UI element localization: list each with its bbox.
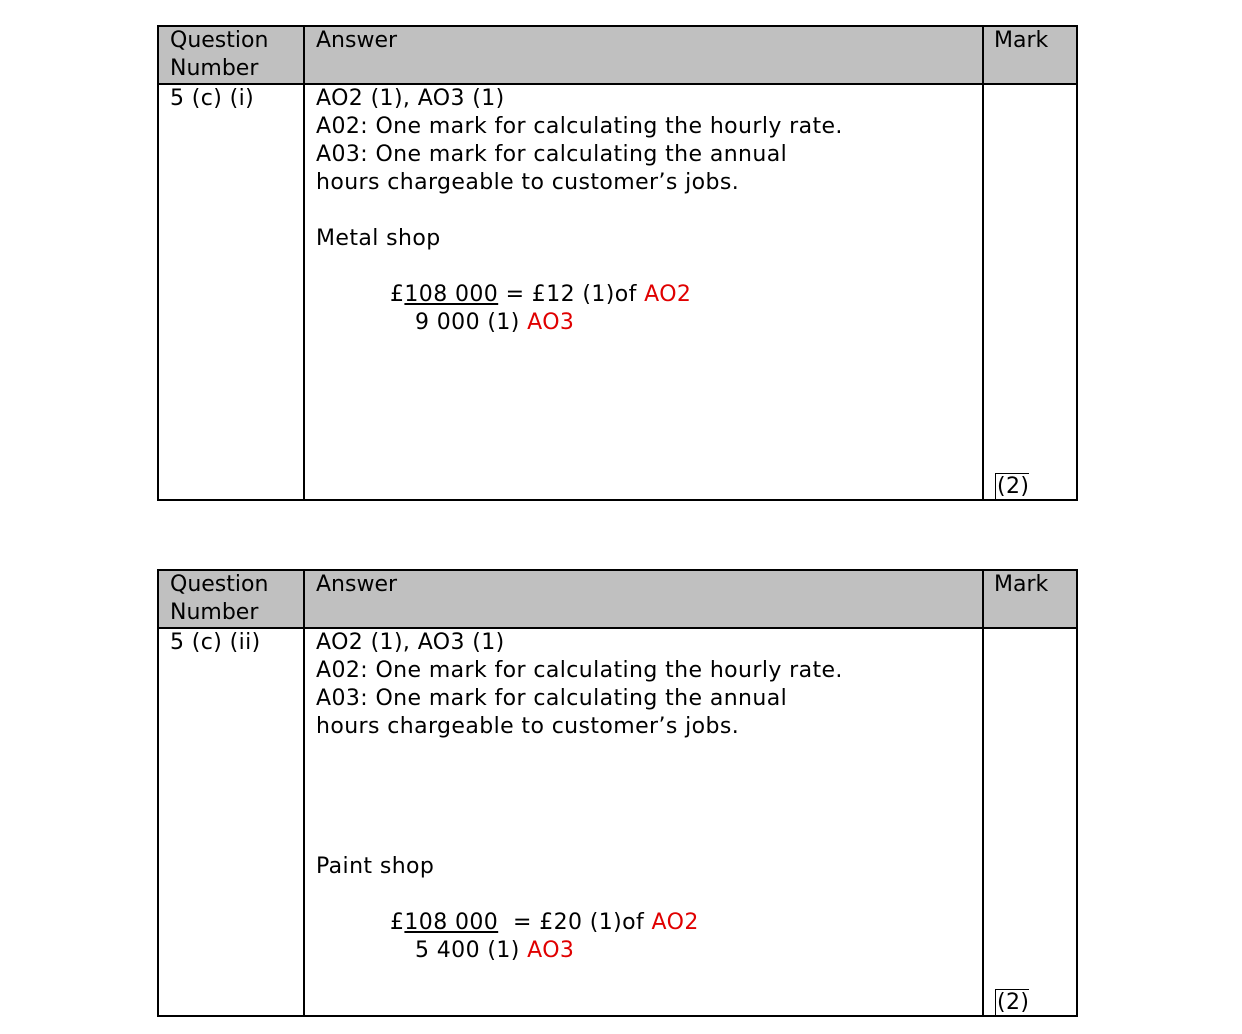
mark-header	[983, 26, 1077, 84]
answer-header	[304, 570, 983, 628]
ao2-tag: AO2	[651, 910, 699, 935]
ao-allocation: AO2 (1), AO3 (1)	[316, 86, 505, 111]
criteria-line-2: A03: One mark for calculating the annual	[316, 142, 788, 167]
question-number: 5 (c) (i)	[170, 86, 255, 111]
equals-result: = £20 (1)of	[498, 910, 652, 935]
table-header-row	[158, 570, 1077, 628]
ao2-tag: AO2	[644, 282, 692, 307]
equals-result: = £12 (1)of	[498, 282, 645, 307]
mark-cell	[983, 84, 1077, 500]
criteria-line-3: hours chargeable to customer’s jobs.	[316, 170, 740, 195]
mark-cell	[983, 628, 1077, 1016]
question-number-header	[158, 26, 304, 84]
fraction-numerator: 108 000	[404, 282, 499, 307]
mark-scheme-table-2	[157, 569, 1078, 1017]
question-number-cell	[158, 628, 304, 1016]
table-header-row	[158, 26, 1077, 84]
answer-row	[158, 84, 1077, 500]
criteria-line-1: A02: One mark for calculating the hourly rate.	[316, 114, 843, 139]
answer-header	[304, 26, 983, 84]
fraction-denominator-line	[316, 937, 982, 965]
answer-header-label: Answer	[316, 28, 398, 53]
question-number: 5 (c) (ii)	[170, 630, 261, 655]
answer-cell	[304, 628, 983, 1016]
fraction-denominator: 9 000 (1)	[415, 310, 528, 335]
question-header-line2: Number	[170, 600, 259, 625]
section-label: Paint shop	[316, 854, 435, 879]
section-label: Metal shop	[316, 226, 441, 251]
fraction-denominator: 5 400 (1)	[415, 938, 528, 963]
question-number-header	[158, 570, 304, 628]
criteria-line-3: hours chargeable to customer’s jobs.	[316, 714, 740, 739]
currency-symbol: £	[390, 910, 405, 935]
fraction-numerator-line	[316, 281, 982, 309]
criteria-line-1: A02: One mark for calculating the hourly rate.	[316, 658, 843, 683]
mark-value: (2)	[997, 990, 1030, 1015]
question-header-line1: Question	[170, 28, 269, 53]
currency-symbol: £	[390, 282, 405, 307]
mark-header-label: Mark	[994, 572, 1049, 597]
answer-cell	[304, 84, 983, 500]
mark-header	[983, 570, 1077, 628]
ao3-tag: AO3	[527, 938, 575, 963]
fraction-numerator-line	[316, 909, 982, 937]
ao3-tag: AO3	[527, 310, 575, 335]
fraction-denominator-line	[316, 309, 982, 337]
ao-allocation: AO2 (1), AO3 (1)	[316, 630, 505, 655]
question-header-line2: Number	[170, 56, 259, 81]
mark-scheme-table-1	[157, 25, 1078, 501]
answer-header-label: Answer	[316, 572, 398, 597]
fraction-numerator: 108 000	[404, 910, 499, 935]
question-number-cell	[158, 84, 304, 500]
answer-row	[158, 628, 1077, 1016]
mark-value: (2)	[997, 474, 1030, 499]
mark-header-label: Mark	[994, 28, 1049, 53]
question-header-line1: Question	[170, 572, 269, 597]
criteria-line-2: A03: One mark for calculating the annual	[316, 686, 788, 711]
